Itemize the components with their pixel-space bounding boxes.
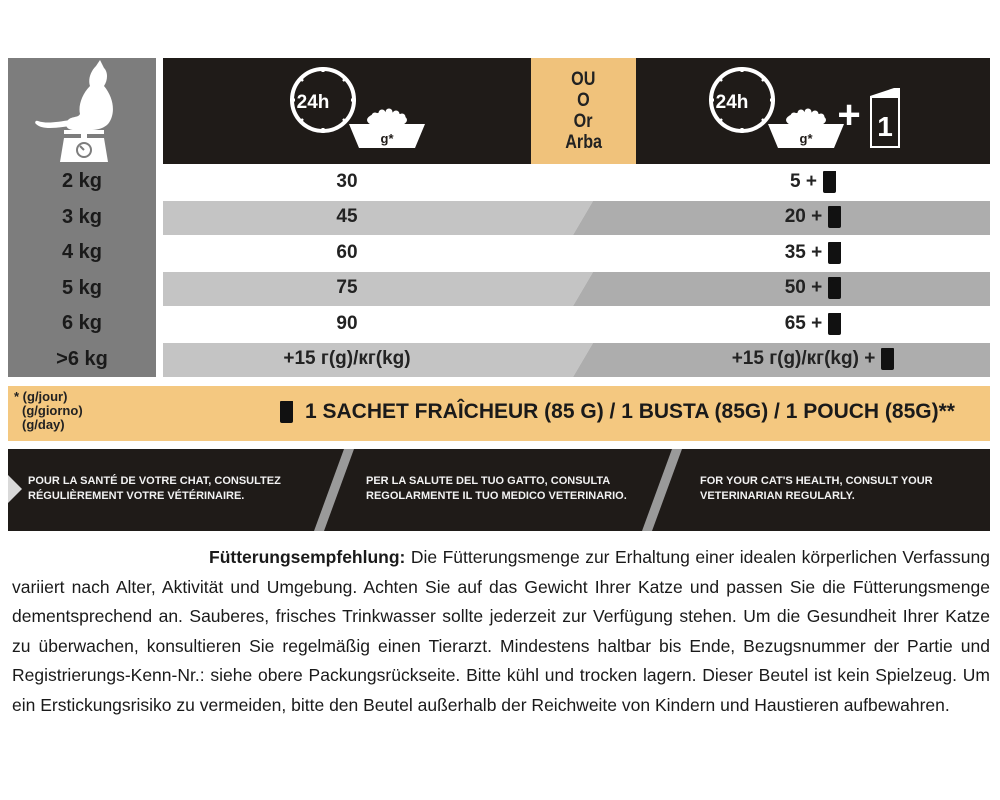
mixed-amount: 35 + (636, 235, 990, 271)
dry-amount: 30 (336, 170, 358, 192)
unit-label: g* (380, 131, 394, 146)
pouch-icon (828, 277, 841, 299)
mixed-amount: +15 г(g)/кг(kg) + (636, 342, 990, 378)
dry-amount: +15 г(g)/кг(kg) (283, 348, 411, 370)
weight-label: 5 kg (61, 276, 103, 299)
dry-amount: 90 (336, 312, 358, 334)
period-label: 24h (296, 92, 330, 113)
table-row (8, 306, 990, 342)
vet-advice-band (8, 449, 990, 531)
pouch-icon (828, 313, 841, 335)
table-header (8, 58, 990, 164)
table-row (8, 271, 990, 307)
table-row (8, 342, 990, 378)
recommendation-heading: Fütterungsempfehlung: (209, 547, 406, 567)
arrow-icon (8, 475, 22, 503)
svg-text:1: 1 (877, 111, 893, 142)
weight-label: >6 kg (56, 347, 108, 370)
pouch-icon (881, 348, 894, 370)
pouch-icon (823, 171, 836, 193)
pouch-icon (828, 242, 841, 264)
sachet-band (8, 386, 990, 441)
mixed-amount: 65 + (636, 306, 990, 342)
feeding-recommendation (12, 543, 990, 720)
weight-label: 3 kg (61, 205, 103, 228)
mixed-feeding-header (636, 58, 990, 164)
recommendation-body: Die Fütterungsmenge zur Erhaltung einer idealen körperlichen Verfassung variiert nach Alter, Aktivität und Umgebung. Achten Sie auf das Gewicht Ihrer Katze und passen Sie die Fütterungsmenge dementsprechend an. Sauberes, frisches Trinkwasser sollte jederzeit zur Verfügung stehen. Um die Gesundheit Ihrer Katze zu überwachen, konsultieren Sie regelmäßig einen Tierarzt. Mindestens haltbar bis Ende, Bezugsnummer der Partie und Registrierungs-Kenn-Nr.: siehe obere Packungsrückseite. Bitte kühl und trocken lagern. Dieser Beutel ist kein Spielzeug. Um ein Erstickungsrisiko zu vermeiden, bitte den Beutel außerhalb der Reichweite von Kindern und Haustieren aufbewahren. (12, 547, 990, 715)
svg-text:24h: 24h (715, 92, 749, 113)
vet-note-it: PER LA SALUTE DEL TUO GATTO, CONSULTA REGOLARMENTE IL TUO MEDICO VETERINARIO. (366, 475, 627, 502)
pouch-icon (828, 206, 841, 228)
cat-on-scale-icon (8, 58, 156, 164)
table-row (8, 164, 990, 200)
dry-amount: 75 (336, 277, 358, 299)
table-row (8, 200, 990, 236)
svg-text:g*: g* (799, 131, 813, 146)
dry-amount: 45 (336, 206, 358, 228)
feeding-table (8, 58, 990, 377)
weight-label: 4 kg (61, 241, 103, 264)
weight-label: 6 kg (61, 312, 103, 335)
mixed-amount: 20 + (636, 200, 990, 236)
clock-bowl-icon (163, 58, 531, 164)
or-label: OU O Or Arba (531, 58, 636, 164)
clock-bowl-pouch-icon (636, 58, 990, 164)
pouch-icon (280, 401, 293, 423)
units-note: * (g/jour) (g/giorno) (g/day) (14, 389, 83, 432)
dry-only-header (163, 58, 531, 164)
vet-note-en: FOR YOUR CAT'S HEALTH, CONSULT YOUR VETERINARIAN REGULARLY. (700, 475, 933, 502)
table-row (8, 235, 990, 271)
dry-amount: 60 (336, 241, 358, 263)
vet-note-fr: POUR LA SANTÉ DE VOTRE CHAT, CONSULTEZ RÉGULIÈREMENT VOTRE VÉTÉRINAIRE. (28, 475, 281, 502)
mixed-amount: 5 + (636, 164, 990, 200)
svg-text:+: + (837, 93, 861, 137)
mixed-amount: 50 + (636, 271, 990, 307)
weight-label: 2 kg (61, 170, 103, 193)
sachet-message: 1 SACHET FRAÎCHEUR (85 G) / 1 BUSTA (85G) / 1 POUCH (85G)** (280, 400, 955, 424)
